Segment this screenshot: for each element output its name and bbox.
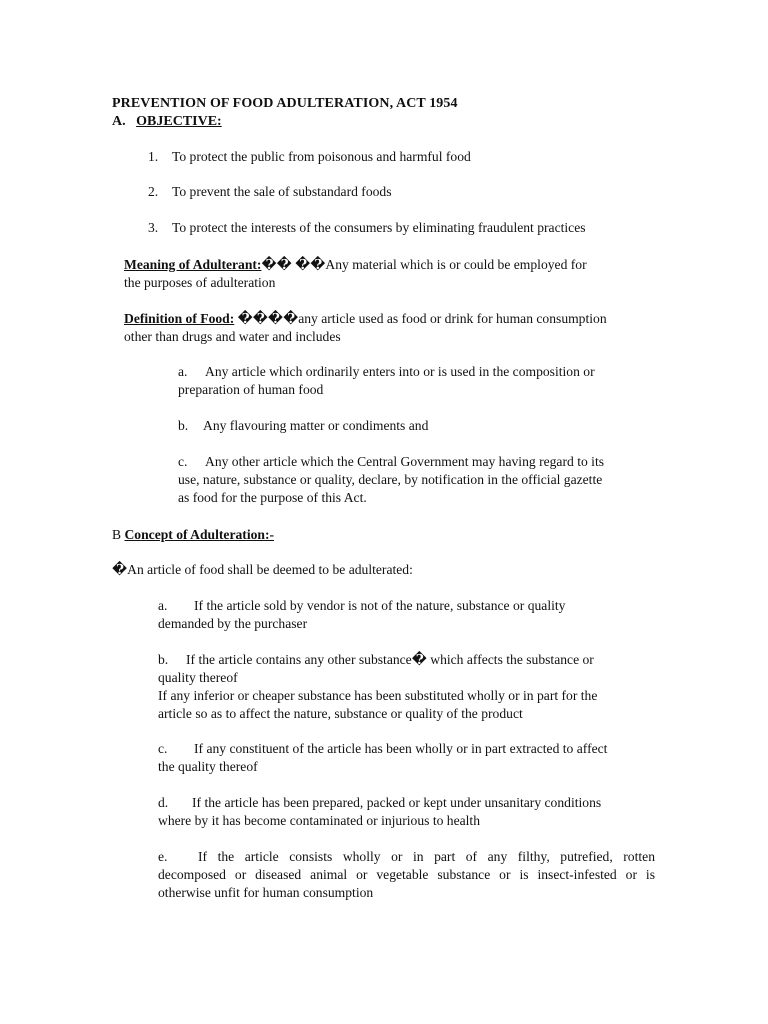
item-line-1: Any other article which the Central Government may having regard to its	[205, 454, 605, 469]
definition-line-2: other than drugs and water and includes	[124, 329, 341, 344]
item-letter: d.	[158, 795, 169, 810]
objective-text: To protect the public from poisonous and harmful food	[172, 149, 471, 164]
intro-text: An article of food shall be deemed to be adulterated:	[127, 562, 413, 577]
adulteration-item-a	[158, 597, 565, 633]
item-line-2: where by it has become contaminated or injurious to health	[158, 813, 481, 828]
section-b-intro	[112, 561, 413, 579]
item-line-2: use, nature, substance or quality, declare, by notification in the official gazette	[178, 472, 603, 487]
adulteration-item-b	[158, 651, 597, 723]
item-letter: c.	[158, 741, 168, 756]
objective-item-3	[148, 219, 586, 237]
item-line-3: If any inferior or cheaper substance has been substituted wholly or in part for the	[158, 688, 598, 703]
meaning-glyphs: �� ��	[261, 257, 326, 272]
item-line-2: preparation of human food	[178, 382, 324, 397]
section-b-heading	[112, 526, 274, 544]
item-line-1: If the article consists wholly or in part of any filthy, putrefied, rotten	[198, 849, 655, 864]
objective-item-2	[148, 183, 392, 201]
item-line-3: as food for the purpose of this Act.	[178, 490, 367, 505]
item-letter: a.	[158, 598, 168, 613]
section-b-marker: B	[112, 527, 122, 542]
objective-number: 2.	[148, 184, 159, 199]
item-letter: a.	[178, 364, 188, 379]
item-line-1-row	[158, 848, 655, 866]
item-line-3: otherwise unfit for human consumption	[158, 885, 374, 900]
item-line-2: demanded by the purchaser	[158, 616, 308, 631]
item-line-1: If the article sold by vendor is not of the nature, substance or quality	[194, 598, 566, 613]
adulteration-item-d	[158, 794, 601, 830]
meaning-line-2: the purposes of adulteration	[124, 275, 276, 290]
objective-item-1	[148, 148, 471, 166]
section-b-title: Concept of Adulteration:-	[124, 527, 275, 542]
meaning-paragraph	[124, 256, 587, 292]
item-letter: c.	[178, 454, 188, 469]
objective-text: To protect the interests of the consumers by eliminating fraudulent practices	[172, 220, 586, 235]
section-a-heading	[112, 113, 222, 131]
item-letter: b.	[178, 418, 189, 433]
item-line-1: If the article has been prepared, packed or kept under unsanitary conditions	[192, 795, 602, 810]
objective-number: 1.	[148, 149, 159, 164]
objective-text: To prevent the sale of substandard foods	[172, 184, 392, 199]
item-line-1: If any constituent of the article has been wholly or in part extracted to affect	[194, 741, 608, 756]
definition-item-c	[178, 453, 604, 507]
adulteration-item-c	[158, 740, 607, 776]
item-line-1: Any flavouring matter or condiments and	[203, 418, 429, 433]
item-line-1a: If the article contains any other substance	[186, 652, 412, 667]
item-letter: b.	[158, 652, 169, 667]
section-a-marker: A.	[112, 114, 126, 129]
objective-number: 3.	[148, 220, 159, 235]
item-line-2: the quality thereof	[158, 759, 258, 774]
item-line-1: Any article which ordinarily enters into or is used in the composition or	[205, 364, 595, 379]
item-line-2: quality thereof	[158, 670, 238, 685]
meaning-term: Meaning of Adulterant:	[124, 257, 262, 272]
adulteration-item-e	[158, 848, 655, 902]
section-a-title: OBJECTIVE:	[136, 114, 222, 129]
item-line-2: decomposed or diseased animal or vegetable substance or is insect-infested or is	[158, 867, 655, 882]
definition-term: Definition of Food:	[124, 311, 235, 326]
item-line-1b: which affects the substance or	[426, 652, 594, 667]
definition-glyphs: ����	[234, 311, 299, 326]
document-title: PREVENTION OF FOOD ADULTERATION, ACT 1954	[112, 96, 458, 111]
definition-item-a	[178, 363, 595, 399]
definition-line-1: any article used as food or drink for human consumption	[298, 311, 607, 326]
item-line-4: article so as to affect the nature, substance or quality of the product	[158, 706, 523, 721]
intro-glyph: �	[112, 562, 128, 577]
meaning-line-1: Any material which is or could be employed for	[325, 257, 587, 272]
item-glyph: �	[411, 652, 427, 667]
definition-paragraph	[124, 310, 607, 346]
definition-item-b	[178, 417, 428, 435]
item-letter: e.	[158, 849, 168, 864]
